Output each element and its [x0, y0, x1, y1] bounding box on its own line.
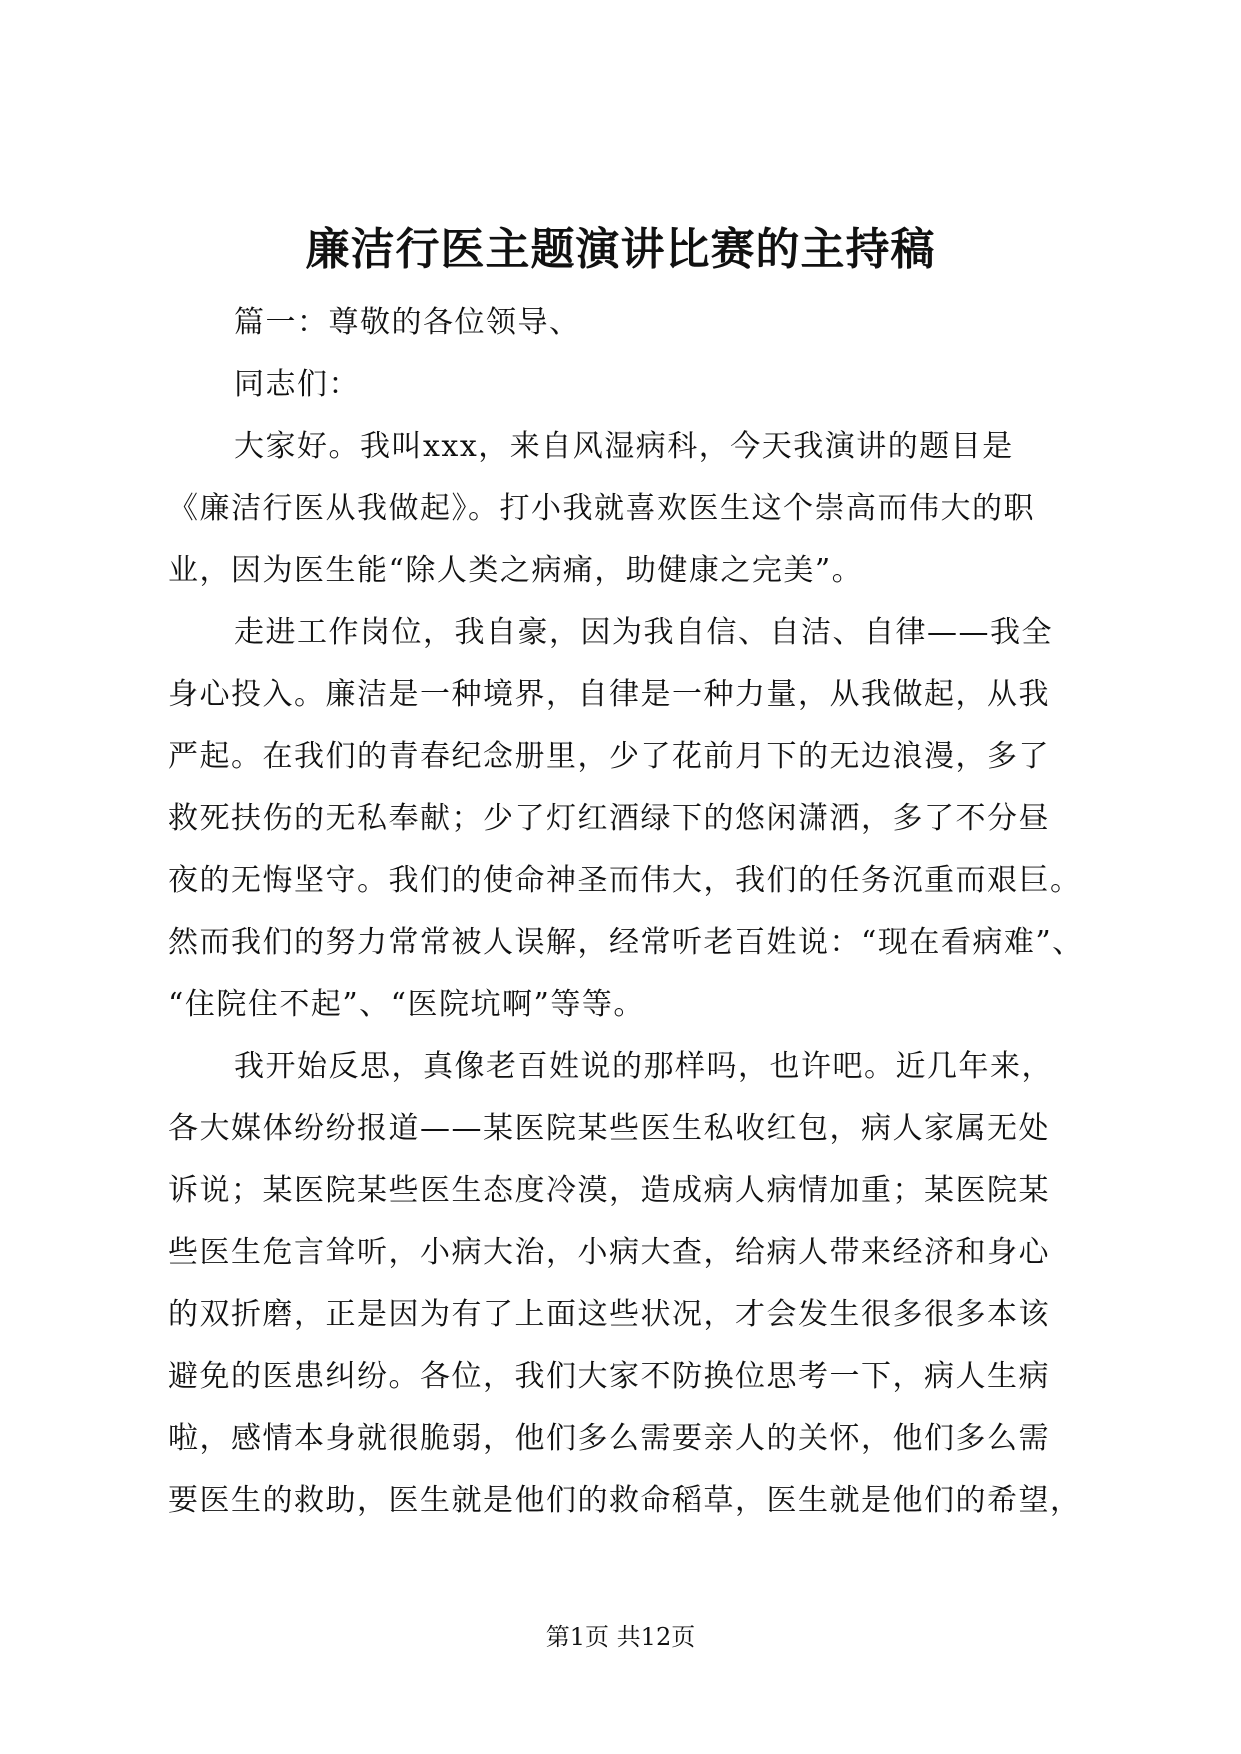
text-line: 严起。在我们的青春纪念册里，少了花前月下的无边浪漫，多了 — [168, 739, 1050, 774]
text-line: 然而我们的努力常常被人误解，经常听老百姓说：“现在看病难”、 — [168, 925, 1084, 960]
text-line: 走进工作岗位，我自豪，因为我自信、自洁、自律——我全 — [234, 615, 1053, 650]
paragraph — [168, 1036, 1088, 1532]
text-line: 《廉洁行医从我做起》。打小我就喜欢医生这个崇高而伟大的职 — [168, 491, 1035, 526]
paragraph — [168, 416, 1088, 602]
text-line: 夜的无悔坚守。我们的使命神圣而伟大，我们的任务沉重而艰巨。 — [168, 863, 1082, 898]
text-line: 各大媒体纷纷报道——某医院某些医生私收红包，病人家属无处 — [168, 1111, 1050, 1146]
document-title: 廉洁行医主题演讲比赛的主持稿 — [305, 224, 936, 275]
text-line: 我开始反思，真像老百姓说的那样吗，也许吧。近几年来， — [234, 1049, 1053, 1084]
text-line: 要医生的救助，医生就是他们的救命稻草，医生就是他们的希望， — [168, 1483, 1082, 1518]
paragraph — [168, 602, 1088, 1036]
text-line: 避免的医患纠纷。各位，我们大家不防换位思考一下，病人生病 — [168, 1359, 1050, 1394]
text-line: 业，因为医生能“除人类之病痛，助健康之完美”。 — [168, 553, 864, 588]
text-line: 救死扶伤的无私奉献；少了灯红酒绿下的悠闲潇洒，多了不分昼 — [168, 801, 1050, 836]
text-line: “住院住不起”、“医院坑啊”等等。 — [168, 987, 645, 1022]
text-line: 身心投入。廉洁是一种境界，自律是一种力量，从我做起，从我 — [168, 677, 1050, 712]
document-body — [168, 292, 1088, 1532]
text-line: 诉说；某医院某些医生态度冷漠，造成病人病情加重；某医院某 — [168, 1173, 1050, 1208]
text-line: 大家好。我叫xxx，来自风湿病科，今天我演讲的题目是 — [234, 429, 1014, 464]
text-line: 些医生危言耸听，小病大治，小病大查，给病人带来经济和身心 — [168, 1235, 1050, 1270]
page-number-footer: 第1页 共12页 — [545, 1623, 696, 1651]
text-line: 篇一：尊敬的各位领导、 — [234, 305, 581, 340]
paragraph — [168, 292, 1088, 354]
paragraph — [168, 354, 1088, 416]
text-line: 的双折磨，正是因为有了上面这些状况，才会发生很多很多本该 — [168, 1297, 1050, 1332]
text-line: 啦，感情本身就很脆弱，他们多么需要亲人的关怀，他们多么需 — [168, 1421, 1050, 1456]
text-line: 同志们： — [234, 367, 360, 402]
